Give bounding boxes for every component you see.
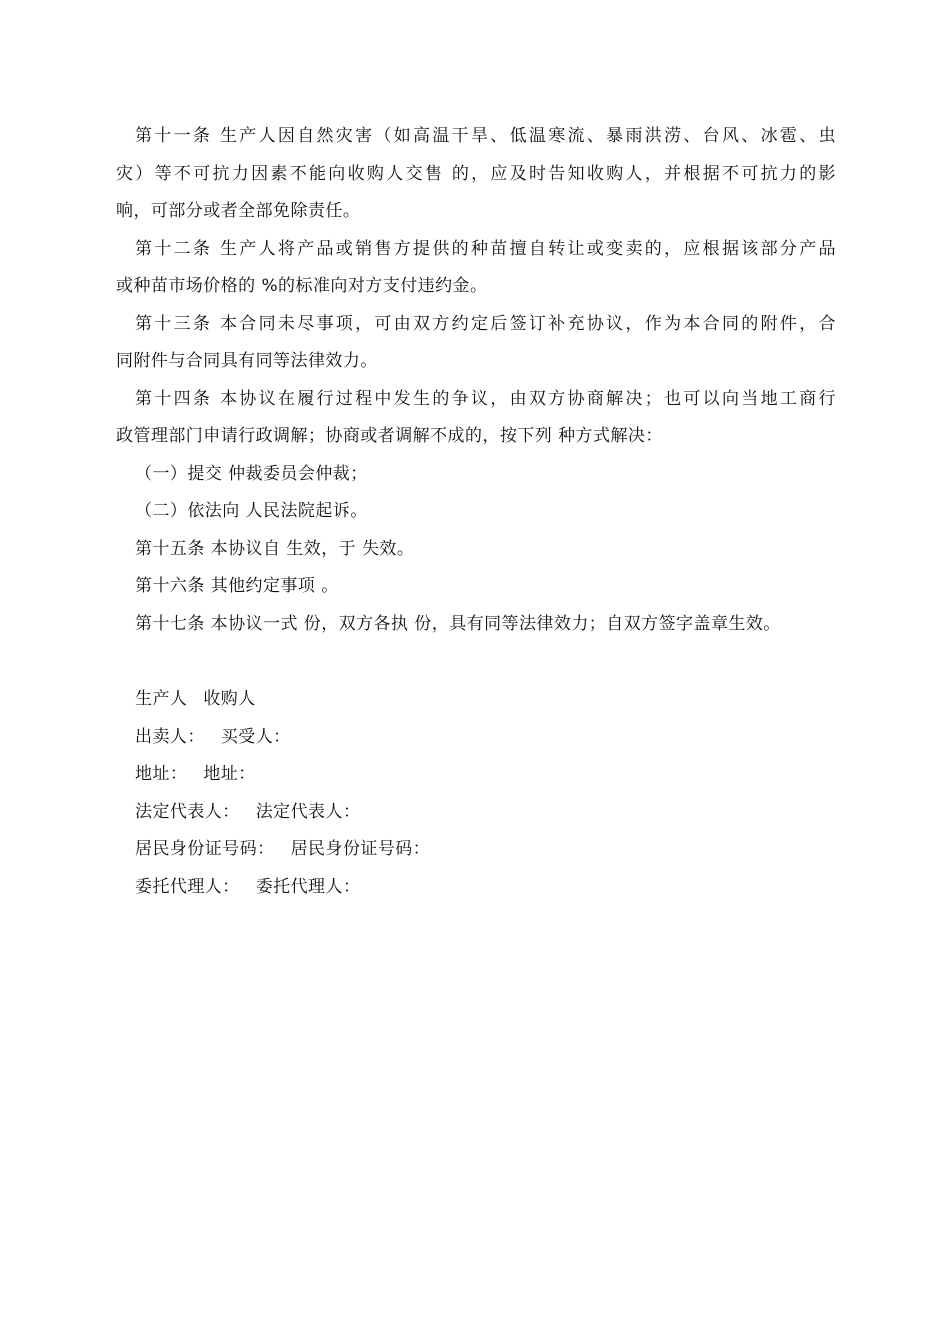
article-13 xyxy=(116,306,836,381)
seller-label: 出卖人： xyxy=(135,726,205,747)
seller-buyer-row xyxy=(135,719,735,757)
article-12-line-2: 或种苗市场价格的 %的标准向对方支付违约金。 xyxy=(116,276,488,296)
buyer-address-label: 地址： xyxy=(203,764,256,784)
article-17: 第十七条 本协议一式 份，双方各执 份，具有同等法律效力；自双方签字盖章生效。 xyxy=(135,613,781,634)
article-13-line-2: 同附件与合同具有同等法律效力。 xyxy=(116,351,378,371)
buyer-agent-label: 委托代理人： xyxy=(255,876,361,897)
article-11 xyxy=(116,118,836,231)
buyer-label: 买受人： xyxy=(220,726,291,747)
signature-block xyxy=(135,681,735,906)
signature-header xyxy=(135,681,735,719)
id-number-row xyxy=(135,831,735,869)
article-14-line-1: 第十四条 本协议在履行过程中发生的争议，由双方协商解决；也可以向当地工商行 xyxy=(135,388,836,409)
article-14 xyxy=(116,381,836,531)
buyer-id-label: 居民身份证号码： xyxy=(290,839,431,859)
article-12-line-1: 第十二条 生产人将产品或销售方提供的种苗擅自转让或变卖的，应根据该部分产品 xyxy=(135,238,836,259)
article-11-line-3: 响，可部分或者全部免除责任。 xyxy=(116,201,361,221)
producer-label: 生产人 xyxy=(135,689,188,709)
seller-id-label: 居民身份证号码： xyxy=(135,839,275,859)
article-11-line-2: 灾）等不可抗力因素不能向收购人交售 的，应及时告知收购人，并根据不可抗力的影 xyxy=(116,163,836,184)
article-13-line-1: 第十三条 本合同未尽事项，可由双方约定后签订补充协议，作为本合同的附件，合 xyxy=(135,313,836,334)
contract-articles xyxy=(116,118,836,643)
purchaser-label: 收购人 xyxy=(203,689,256,709)
article-15: 第十五条 本协议自 生效，于 失效。 xyxy=(135,538,415,559)
article-16: 第十六条 其他约定事项 。 xyxy=(135,576,339,596)
article-14-option-1: （一）提交 仲裁委员会仲裁； xyxy=(135,463,368,484)
seller-legal-rep-label: 法定代表人： xyxy=(135,801,240,822)
article-12 xyxy=(116,231,836,306)
article-11-line-1: 第十一条 生产人因自然灾害（如高温干旱、低温寒流、暴雨洪涝、台风、冰雹、虫 xyxy=(135,126,836,146)
address-row xyxy=(135,756,735,794)
seller-agent-label: 委托代理人： xyxy=(135,876,240,897)
legal-representative-row xyxy=(135,794,735,832)
buyer-legal-rep-label: 法定代表人： xyxy=(255,801,361,822)
seller-address-label: 地址： xyxy=(135,764,188,784)
article-14-line-2: 政管理部门申请行政调解；协商或者调解不成的，按下列 种方式解决： xyxy=(116,426,663,446)
article-14-option-2: （二）依法向 人民法院起诉。 xyxy=(135,501,368,521)
agent-row xyxy=(135,869,735,907)
